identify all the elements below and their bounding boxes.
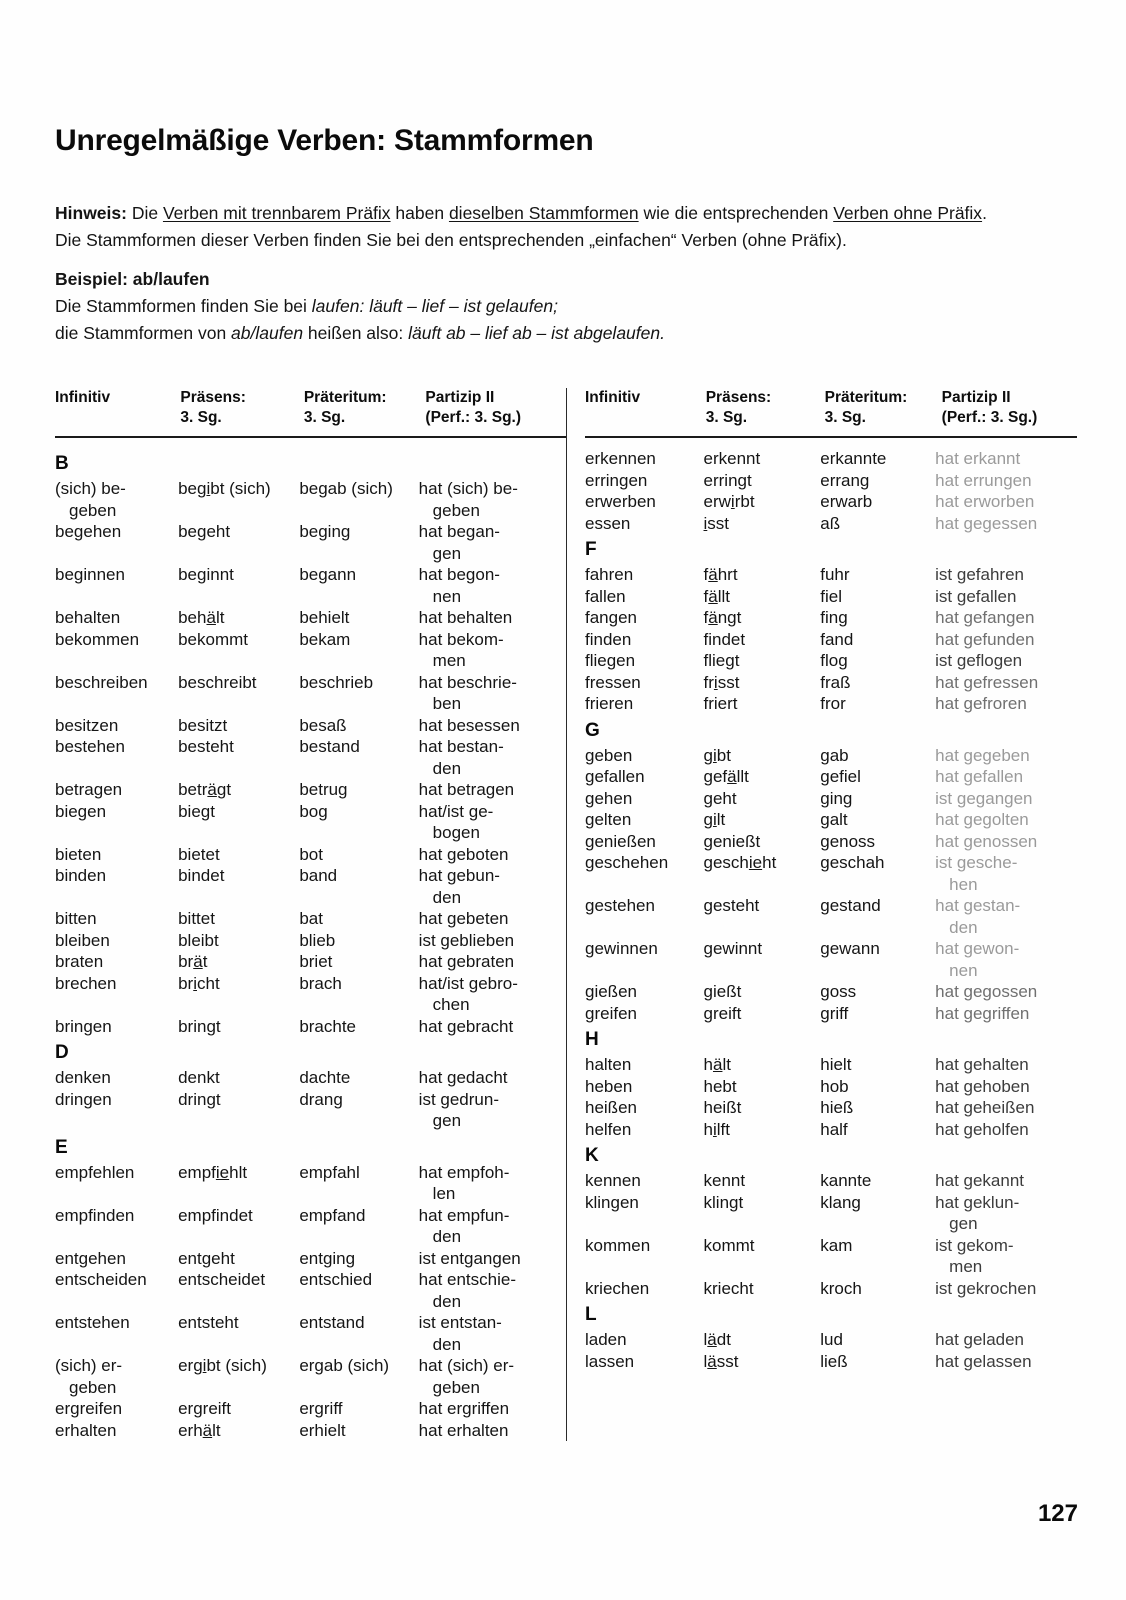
verb-row: fahren fährt fuhr ist gefahren xyxy=(585,565,1024,584)
beispiel-line2-text-a: die Stammformen von xyxy=(55,323,232,343)
verb-row: brechen bricht brach hat/ist gebro- chen xyxy=(55,973,566,1016)
intro-spacer xyxy=(55,254,1065,266)
verb-row: lassen lässt ließ hat gelassen xyxy=(585,1351,1032,1371)
vowel-change-mark: ä xyxy=(207,780,217,799)
header-praesens-r xyxy=(706,388,825,428)
header-partizip-main-r: Partizip II xyxy=(941,389,1011,406)
verb-row: gehen geht ging ist gegangen xyxy=(585,788,1033,808)
header-praesens-sub: 3. Sg. xyxy=(180,409,222,426)
header-praeteritum-r xyxy=(825,388,942,428)
beispiel-line1-text: Die Stammformen finden Sie bei xyxy=(55,296,312,316)
verb-row: empfinden empfindet empfand hat empfun- den xyxy=(55,1205,566,1248)
alphabet-section-heading: K xyxy=(585,1145,599,1166)
verb-table xyxy=(55,388,1077,1441)
vowel-change-mark: ä xyxy=(712,1055,723,1074)
wrapped-continuation: nen xyxy=(432,586,462,606)
hinweis-text-a: Die xyxy=(126,203,163,223)
wrapped-continuation: geben xyxy=(69,500,117,520)
verb-row: entgehen entgeht entging ist entgangen xyxy=(55,1248,521,1268)
beispiel-line2-text-b: heißen also: xyxy=(303,323,409,343)
verb-row: laden lädt lud hat geladen xyxy=(585,1330,1025,1349)
wrapped-continuation: geben xyxy=(432,1377,480,1397)
beispiel-line2-italic-2: läuft ab – lief ab – ist abgelaufen. xyxy=(408,323,665,343)
vowel-change-mark: i xyxy=(712,745,717,765)
header-infinitiv: Infinitiv xyxy=(55,389,111,406)
wrapped-continuation: len xyxy=(432,1184,456,1203)
wrapped-continuation: gen xyxy=(432,543,462,563)
vowel-change-mark: ie xyxy=(215,1162,230,1182)
wrapped-continuation: den xyxy=(949,917,978,937)
vowel-change-mark: i xyxy=(712,810,717,829)
wrapped-continuation: den xyxy=(432,1334,462,1354)
verb-row: behalten behält behielt hat behalten xyxy=(55,608,513,627)
verb-row: kommen kommt kam ist gekom- men xyxy=(585,1235,1077,1278)
header-partizip-r xyxy=(942,388,1077,428)
table-column-left xyxy=(55,388,566,1441)
vowel-change-mark: ä xyxy=(202,1420,213,1440)
vowel-change-mark: ä xyxy=(708,586,718,606)
intro-block xyxy=(55,200,1065,347)
vowel-change-mark: i xyxy=(193,973,197,993)
verb-row: erhalten erhält erhielt hat erhalten xyxy=(55,1420,509,1440)
hinweis-text-c: wie die entsprechenden xyxy=(638,203,834,223)
vowel-change-mark: i xyxy=(713,672,718,692)
verb-row: betragen beträgt betrug hat betragen xyxy=(55,780,515,799)
header-praesens-main-r: Präsens: xyxy=(705,389,772,406)
verb-row: heben hebt hob hat gehoben xyxy=(585,1076,1030,1096)
verb-row: geschehen geschieht geschah ist gesche- hen xyxy=(585,852,1077,895)
verb-row: kriechen kriecht kroch ist gekrochen xyxy=(585,1278,1037,1298)
column-headers-right xyxy=(585,388,1077,434)
verb-row: (sich) be- geben begibt (sich) begab (sich) hat (sich) be- geben xyxy=(55,478,566,521)
verb-row: binden bindet band hat gebun- den xyxy=(55,865,566,908)
verb-row: entscheiden entscheidet entschied hat entschie- den xyxy=(55,1269,566,1312)
verb-row: helfen hilft half hat geholfen xyxy=(585,1119,1029,1139)
alphabet-section-heading: H xyxy=(585,1029,599,1050)
header-partizip-sub-r: (Perf.: 3. Sg.) xyxy=(941,409,1038,426)
header-praesens-sub-r: 3. Sg. xyxy=(705,409,748,426)
wrapped-continuation: den xyxy=(432,758,462,778)
table-column-right xyxy=(566,388,1077,1441)
hinweis-paragraph xyxy=(55,200,1065,227)
page-title: Unregelmäßige Verben: Stammformen xyxy=(55,124,594,158)
verb-row: klingen klingt klang hat geklun- gen xyxy=(585,1192,1077,1235)
verb-row: finden findet fand hat gefunden xyxy=(585,629,1035,649)
alphabet-section-heading: E xyxy=(55,1136,68,1158)
verb-row: beschreiben beschreibt beschrieb hat beschrie- ben xyxy=(55,672,566,715)
header-partizip-sub: (Perf.: 3. Sg.) xyxy=(425,409,522,426)
hinweis-underline-3: Verben ohne Präfix xyxy=(833,203,983,223)
verb-row: braten brät briet hat gebraten xyxy=(55,952,515,971)
wrapped-continuation: men xyxy=(432,651,466,670)
table-columns xyxy=(55,388,1077,1441)
wrapped-continuation: men xyxy=(949,1257,983,1276)
vowel-change-mark: i xyxy=(206,479,211,498)
wrapped-continuation: gen xyxy=(949,1214,978,1233)
vowel-change-mark: ä xyxy=(707,1351,717,1371)
header-praeteritum-main-r: Präteritum: xyxy=(824,389,908,406)
header-praeteritum xyxy=(304,388,426,428)
verb-row: dringen dringt drang ist gedrun- gen xyxy=(55,1089,566,1132)
page-number: 127 xyxy=(1037,1500,1078,1527)
vowel-change-mark: ä xyxy=(707,1330,717,1349)
header-partizip-main: Partizip II xyxy=(425,389,495,406)
verb-row: besitzen besitzt besaß hat besessen xyxy=(55,715,520,735)
verb-row: greifen greift griff hat gegriffen xyxy=(585,1003,1030,1023)
header-praeteritum-main: Präteritum: xyxy=(303,389,387,406)
verb-row: erringen erringt errang hat errungen xyxy=(585,470,1032,490)
header-infinitiv-r: Infinitiv xyxy=(585,389,641,406)
verb-row: fressen frisst fraß hat gefressen xyxy=(585,672,1039,692)
hinweis-underline-1: Verben mit trennbarem Präfix xyxy=(162,203,391,223)
verb-row: gelten gilt galt hat gegolten xyxy=(585,810,1029,829)
alphabet-section-heading: F xyxy=(585,539,597,560)
verb-row: biegen biegt bog hat/ist ge- bogen xyxy=(55,801,566,844)
wrapped-continuation: den xyxy=(432,1291,462,1311)
hinweis-text-d: . xyxy=(982,203,987,223)
beispiel-line2-italic-1: ab/laufen xyxy=(231,323,304,343)
vowel-change-mark: ä xyxy=(206,608,216,627)
header-praesens-main: Präsens: xyxy=(180,389,246,406)
verb-row: bestehen besteht bestand hat bestan- den xyxy=(55,736,566,779)
verb-row: erkennen erkennt erkannte hat erkannt xyxy=(585,449,1021,468)
verb-row: halten hält hielt hat gehalten xyxy=(585,1055,1029,1074)
beispiel-line-1 xyxy=(55,293,1065,320)
wrapped-continuation: nen xyxy=(949,960,978,980)
verb-row: erwerben erwirbt erwarb hat erworben xyxy=(585,492,1035,511)
wrapped-continuation: hen xyxy=(949,874,978,894)
beispiel-label: Beispiel: ab/laufen xyxy=(55,269,210,289)
verb-row: bieten bietet bot hat geboten xyxy=(55,844,509,864)
verb-row: bringen bringt brachte hat gebracht xyxy=(55,1016,514,1036)
alphabet-section-heading: D xyxy=(55,1042,69,1063)
header-praeteritum-sub: 3. Sg. xyxy=(303,409,346,426)
alphabet-section-heading: B xyxy=(55,453,69,474)
verb-row: bitten bittet bat hat gebeten xyxy=(55,909,509,928)
vowel-change-mark: i xyxy=(730,492,735,511)
vowel-change-mark: ä xyxy=(193,952,203,971)
vowel-change-mark: i xyxy=(712,1119,717,1139)
verb-row: denken denkt dachte hat gedacht xyxy=(55,1068,508,1087)
verb-row: beginnen beginnt begann hat begon- nen xyxy=(55,564,566,607)
vowel-change-mark: ä xyxy=(708,608,718,627)
hinweis-paragraph-2: Die Stammformen dieser Verben finden Sie bei den entsprechenden „einfachen“ Verben (ohne Präfix). xyxy=(55,230,847,250)
vowel-change-mark: i xyxy=(703,513,708,533)
verb-row: (sich) er- geben ergibt (sich) ergab (sich) hat (sich) er- geben xyxy=(55,1355,566,1398)
vowel-change-mark: ie xyxy=(748,853,763,872)
alphabet-section-heading: G xyxy=(585,719,600,741)
verb-row: empfehlen empfiehlt empfahl hat empfoh- len xyxy=(55,1162,566,1205)
verb-rows-right xyxy=(585,438,1077,1372)
wrapped-continuation: gen xyxy=(432,1111,462,1130)
verb-row: gießen gießt goss hat gegossen xyxy=(585,982,1038,1001)
alphabet-section-heading: L xyxy=(585,1304,597,1325)
verb-row: gefallen gefällt gefiel hat gefallen xyxy=(585,767,1024,786)
beispiel-line1-italic: laufen: läuft – lief – ist gelaufen; xyxy=(311,296,558,316)
verb-row: fangen fängt fing hat gefangen xyxy=(585,608,1035,627)
verb-row: ergreifen ergreift ergriff hat ergriffen xyxy=(55,1399,510,1418)
vowel-change-mark: ä xyxy=(708,565,718,584)
vowel-change-mark: i xyxy=(202,1356,207,1375)
verb-row: bekommen bekommt bekam hat bekom- men xyxy=(55,629,566,672)
verb-row: genießen genießt genoss hat genossen xyxy=(585,831,1038,851)
verb-row: fliegen fliegt flog ist geflogen xyxy=(585,651,1023,670)
verb-row: essen isst aß hat gegessen xyxy=(585,513,1038,533)
verb-row: gewinnen gewinnt gewann hat gewon- nen xyxy=(585,938,1077,981)
hinweis-label: Hinweis: xyxy=(55,203,127,223)
verb-row: fallen fällt fiel ist gefallen xyxy=(585,586,1017,606)
verb-row: geben gibt gab hat gegeben xyxy=(585,745,1030,765)
wrapped-continuation: geben xyxy=(69,1377,117,1397)
verb-row: frieren friert fror hat gefroren xyxy=(585,694,1027,713)
verb-row: begehen begeht beging hat began- gen xyxy=(55,521,566,564)
header-partizip xyxy=(425,388,566,428)
vowel-change-mark: ä xyxy=(727,767,737,786)
verb-row: kennen kennt kannte hat gekannt xyxy=(585,1171,1025,1190)
wrapped-continuation: geben xyxy=(432,500,480,520)
verb-row: gestehen gesteht gestand hat gestan- den xyxy=(585,895,1077,938)
wrapped-continuation: den xyxy=(432,1227,462,1246)
header-praesens xyxy=(180,388,303,428)
wrapped-continuation: bogen xyxy=(432,823,480,842)
verb-row: bleiben bleibt blieb ist geblieben xyxy=(55,930,515,950)
hinweis-underline-2: dieselben Stammformen xyxy=(448,203,639,223)
wrapped-continuation: ben xyxy=(432,694,462,713)
wrapped-continuation: den xyxy=(432,887,462,907)
beispiel-line-2 xyxy=(55,320,1065,347)
verb-row: heißen heißt hieß hat geheißen xyxy=(585,1098,1035,1117)
column-headers-left xyxy=(55,388,566,434)
wrapped-continuation: chen xyxy=(432,995,470,1014)
header-praeteritum-sub-r: 3. Sg. xyxy=(824,409,866,426)
verb-row: entstehen entsteht entstand ist entstan- den xyxy=(55,1312,566,1355)
hinweis-text-b: haben xyxy=(390,203,449,223)
verb-rows-left xyxy=(55,438,566,1441)
